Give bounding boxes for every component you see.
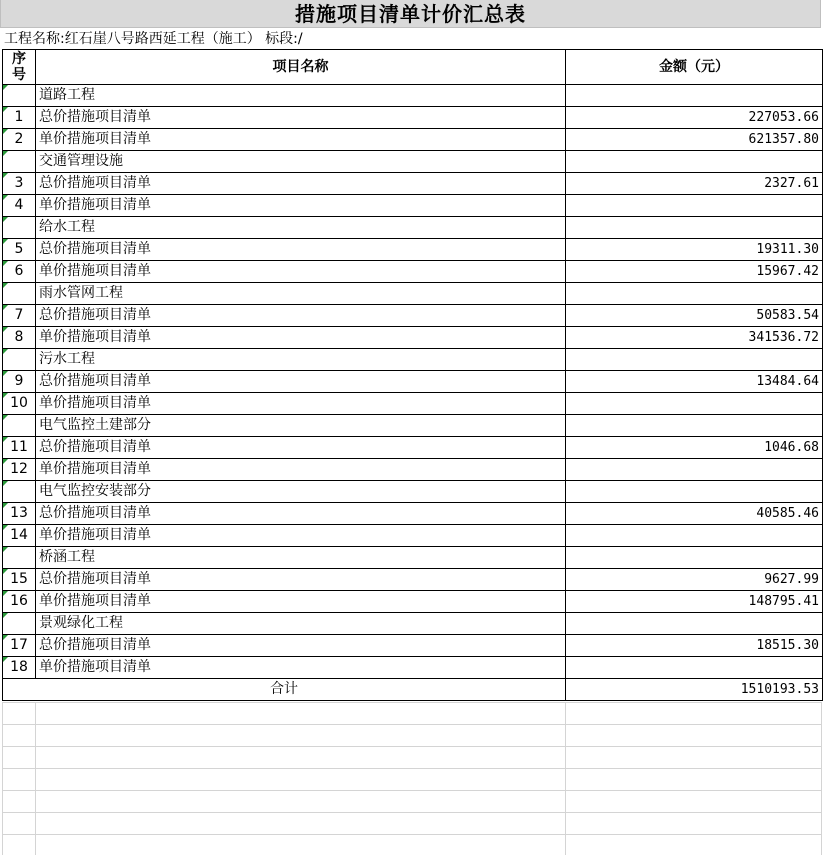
amount-cell[interactable] bbox=[566, 613, 823, 635]
seq-cell[interactable] bbox=[3, 657, 36, 679]
item-name-cell[interactable]: 总价措施项目清单 bbox=[36, 107, 566, 129]
comment-marker-icon bbox=[3, 503, 8, 508]
comment-marker-icon bbox=[3, 635, 8, 640]
seq-number: 4 bbox=[14, 197, 24, 213]
group-row bbox=[3, 283, 823, 305]
item-name-cell[interactable]: 总价措施项目清单 bbox=[36, 239, 566, 261]
amount-cell[interactable] bbox=[566, 283, 823, 305]
seq-number: 10 bbox=[10, 395, 28, 411]
seq-cell[interactable] bbox=[3, 547, 36, 569]
item-name-cell[interactable]: 总价措施项目清单 bbox=[36, 371, 566, 393]
amount-cell[interactable]: 50583.54 bbox=[566, 305, 823, 327]
comment-marker-icon bbox=[3, 239, 8, 244]
comment-marker-icon bbox=[3, 195, 8, 200]
seq-number: 3 bbox=[14, 175, 24, 191]
item-name-cell[interactable]: 总价措施项目清单 bbox=[36, 569, 566, 591]
header-amount-cell[interactable] bbox=[566, 50, 823, 85]
group-name-cell[interactable]: 给水工程 bbox=[36, 217, 566, 239]
group-row bbox=[3, 217, 823, 239]
item-name-cell[interactable]: 总价措施项目清单 bbox=[36, 635, 566, 657]
group-name-cell[interactable]: 雨水管网工程 bbox=[36, 283, 566, 305]
group-name-cell[interactable]: 电气监控土建部分 bbox=[36, 415, 566, 437]
comment-marker-icon bbox=[3, 547, 8, 552]
item-name-cell[interactable]: 单价措施项目清单 bbox=[36, 393, 566, 415]
gridline bbox=[2, 790, 822, 791]
gridline bbox=[565, 702, 566, 855]
seq-number: 17 bbox=[10, 637, 28, 653]
seq-cell[interactable] bbox=[3, 283, 36, 305]
comment-marker-icon bbox=[3, 657, 8, 662]
item-name-cell[interactable]: 单价措施项目清单 bbox=[36, 657, 566, 679]
item-name-cell[interactable]: 总价措施项目清单 bbox=[36, 173, 566, 195]
item-name-cell[interactable]: 单价措施项目清单 bbox=[36, 195, 566, 217]
amount-cell[interactable] bbox=[566, 481, 823, 503]
project-info: 工程名称:红石崖八号路西延工程（施工） 标段:/ bbox=[4, 31, 303, 47]
total-amount-cell[interactable]: 1510193.53 bbox=[566, 679, 823, 701]
seq-number: 1 bbox=[14, 109, 24, 125]
gridline bbox=[821, 702, 822, 855]
table-row bbox=[3, 173, 823, 195]
amount-cell[interactable] bbox=[566, 349, 823, 371]
seq-cell[interactable] bbox=[3, 305, 36, 327]
seq-cell[interactable] bbox=[3, 591, 36, 613]
gridline bbox=[2, 812, 822, 813]
header-name-cell[interactable] bbox=[36, 50, 566, 85]
comment-marker-icon bbox=[3, 481, 8, 486]
seq-cell[interactable] bbox=[3, 613, 36, 635]
seq-number: 9 bbox=[14, 373, 24, 389]
gridline bbox=[2, 702, 3, 855]
item-name-cell[interactable]: 单价措施项目清单 bbox=[36, 525, 566, 547]
amount-cell[interactable] bbox=[566, 85, 823, 107]
seq-cell[interactable] bbox=[3, 107, 36, 129]
seq-cell[interactable] bbox=[3, 151, 36, 173]
amount-cell[interactable]: 621357.80 bbox=[566, 129, 823, 151]
seq-number: 12 bbox=[10, 461, 28, 477]
table-row bbox=[3, 459, 823, 481]
amount-cell[interactable]: 19311.30 bbox=[566, 239, 823, 261]
gridline bbox=[2, 746, 822, 747]
group-row bbox=[3, 349, 823, 371]
table-row bbox=[3, 569, 823, 591]
amount-cell[interactable]: 40585.46 bbox=[566, 503, 823, 525]
table-row bbox=[3, 371, 823, 393]
total-label-cell[interactable]: 合计 bbox=[3, 679, 566, 701]
table-row bbox=[3, 591, 823, 613]
summary-table bbox=[2, 49, 823, 701]
comment-marker-icon bbox=[3, 371, 8, 376]
amount-cell[interactable]: 2327.61 bbox=[566, 173, 823, 195]
table-row bbox=[3, 129, 823, 151]
amount-cell[interactable] bbox=[566, 195, 823, 217]
comment-marker-icon bbox=[3, 261, 8, 266]
group-name-cell[interactable]: 景观绿化工程 bbox=[36, 613, 566, 635]
seq-cell[interactable] bbox=[3, 437, 36, 459]
comment-marker-icon bbox=[3, 217, 8, 222]
amount-cell[interactable]: 15967.42 bbox=[566, 261, 823, 283]
seq-number: 15 bbox=[10, 571, 28, 587]
gridline bbox=[2, 834, 822, 835]
gridline bbox=[2, 768, 822, 769]
seq-number: 18 bbox=[10, 659, 28, 675]
amount-cell[interactable] bbox=[566, 217, 823, 239]
seq-cell[interactable] bbox=[3, 481, 36, 503]
header-seq: 序号 bbox=[12, 51, 26, 83]
item-name-cell[interactable]: 单价措施项目清单 bbox=[36, 261, 566, 283]
seq-number: 6 bbox=[14, 263, 24, 279]
header-row bbox=[3, 50, 823, 85]
group-name-cell[interactable]: 污水工程 bbox=[36, 349, 566, 371]
item-name-cell[interactable]: 总价措施项目清单 bbox=[36, 305, 566, 327]
table-row bbox=[3, 305, 823, 327]
amount-cell[interactable] bbox=[566, 415, 823, 437]
group-name-cell[interactable]: 道路工程 bbox=[36, 85, 566, 107]
seq-cell[interactable] bbox=[3, 503, 36, 525]
seq-number: 2 bbox=[14, 131, 24, 147]
comment-marker-icon bbox=[3, 525, 8, 530]
table-row bbox=[3, 437, 823, 459]
comment-marker-icon bbox=[3, 327, 8, 332]
group-row bbox=[3, 151, 823, 173]
amount-cell[interactable]: 13484.64 bbox=[566, 371, 823, 393]
header-name: 项目名称 bbox=[272, 59, 329, 75]
group-row bbox=[3, 613, 823, 635]
table-row bbox=[3, 327, 823, 349]
seq-cell[interactable] bbox=[3, 239, 36, 261]
amount-cell[interactable]: 9627.99 bbox=[566, 569, 823, 591]
comment-marker-icon bbox=[3, 349, 8, 354]
comment-marker-icon bbox=[3, 129, 8, 134]
sheet-title: 措施项目清单计价汇总表 bbox=[295, 2, 526, 26]
amount-cell[interactable]: 227053.66 bbox=[566, 107, 823, 129]
total-row bbox=[3, 679, 823, 701]
seq-cell[interactable] bbox=[3, 85, 36, 107]
comment-marker-icon bbox=[3, 393, 8, 398]
amount-cell[interactable] bbox=[566, 459, 823, 481]
amount-cell[interactable] bbox=[566, 547, 823, 569]
table-row bbox=[3, 393, 823, 415]
seq-number: 13 bbox=[10, 505, 28, 521]
amount-cell[interactable] bbox=[566, 393, 823, 415]
sheet-title-bar[interactable] bbox=[0, 0, 821, 28]
comment-marker-icon bbox=[3, 437, 8, 442]
seq-cell[interactable] bbox=[3, 459, 36, 481]
seq-number: 11 bbox=[10, 439, 28, 455]
seq-cell[interactable] bbox=[3, 129, 36, 151]
seq-cell[interactable] bbox=[3, 217, 36, 239]
seq-cell[interactable] bbox=[3, 393, 36, 415]
comment-marker-icon bbox=[3, 107, 8, 112]
amount-cell[interactable] bbox=[566, 525, 823, 547]
seq-number: 16 bbox=[10, 593, 28, 609]
seq-cell[interactable] bbox=[3, 371, 36, 393]
item-name-cell[interactable]: 单价措施项目清单 bbox=[36, 459, 566, 481]
gridline bbox=[35, 702, 36, 855]
gridline bbox=[2, 724, 822, 725]
seq-cell[interactable] bbox=[3, 635, 36, 657]
amount-cell[interactable]: 1046.68 bbox=[566, 437, 823, 459]
comment-marker-icon bbox=[3, 305, 8, 310]
amount-cell[interactable] bbox=[566, 151, 823, 173]
header-amount: 金额（元） bbox=[659, 59, 729, 75]
comment-marker-icon bbox=[3, 151, 8, 156]
table-row bbox=[3, 261, 823, 283]
seq-cell[interactable] bbox=[3, 327, 36, 349]
comment-marker-icon bbox=[3, 591, 8, 596]
table-row bbox=[3, 657, 823, 679]
group-row bbox=[3, 547, 823, 569]
group-name-cell[interactable]: 电气监控安装部分 bbox=[36, 481, 566, 503]
comment-marker-icon bbox=[3, 569, 8, 574]
comment-marker-icon bbox=[3, 173, 8, 178]
empty-grid-area[interactable] bbox=[2, 702, 822, 855]
comment-marker-icon bbox=[3, 415, 8, 420]
seq-number: 7 bbox=[14, 307, 24, 323]
item-name-cell[interactable]: 总价措施项目清单 bbox=[36, 503, 566, 525]
comment-marker-icon bbox=[3, 283, 8, 288]
table-row bbox=[3, 525, 823, 547]
amount-cell[interactable] bbox=[566, 657, 823, 679]
item-name-cell[interactable]: 单价措施项目清单 bbox=[36, 327, 566, 349]
amount-cell[interactable]: 341536.72 bbox=[566, 327, 823, 349]
table-row bbox=[3, 635, 823, 657]
comment-marker-icon bbox=[3, 459, 8, 464]
amount-cell[interactable]: 148795.41 bbox=[566, 591, 823, 613]
seq-cell[interactable] bbox=[3, 195, 36, 217]
seq-cell[interactable] bbox=[3, 349, 36, 371]
amount-cell[interactable]: 18515.30 bbox=[566, 635, 823, 657]
group-name-cell[interactable]: 桥涵工程 bbox=[36, 547, 566, 569]
item-name-cell[interactable]: 单价措施项目清单 bbox=[36, 591, 566, 613]
table-row bbox=[3, 503, 823, 525]
seq-number: 14 bbox=[10, 527, 28, 543]
table-row bbox=[3, 239, 823, 261]
item-name-cell[interactable]: 总价措施项目清单 bbox=[36, 437, 566, 459]
comment-marker-icon bbox=[3, 85, 8, 90]
seq-cell[interactable] bbox=[3, 415, 36, 437]
seq-cell[interactable] bbox=[3, 173, 36, 195]
gridline bbox=[2, 702, 822, 703]
group-row bbox=[3, 481, 823, 503]
seq-cell[interactable] bbox=[3, 525, 36, 547]
table-row bbox=[3, 195, 823, 217]
header-seq-cell[interactable] bbox=[3, 50, 36, 85]
seq-number: 5 bbox=[14, 241, 24, 257]
group-name-cell[interactable]: 交通管理设施 bbox=[36, 151, 566, 173]
seq-cell[interactable] bbox=[3, 261, 36, 283]
comment-marker-icon bbox=[3, 613, 8, 618]
table-row bbox=[3, 107, 823, 129]
group-row bbox=[3, 85, 823, 107]
seq-number: 8 bbox=[14, 329, 24, 345]
group-row bbox=[3, 415, 823, 437]
seq-cell[interactable] bbox=[3, 569, 36, 591]
item-name-cell[interactable]: 单价措施项目清单 bbox=[36, 129, 566, 151]
